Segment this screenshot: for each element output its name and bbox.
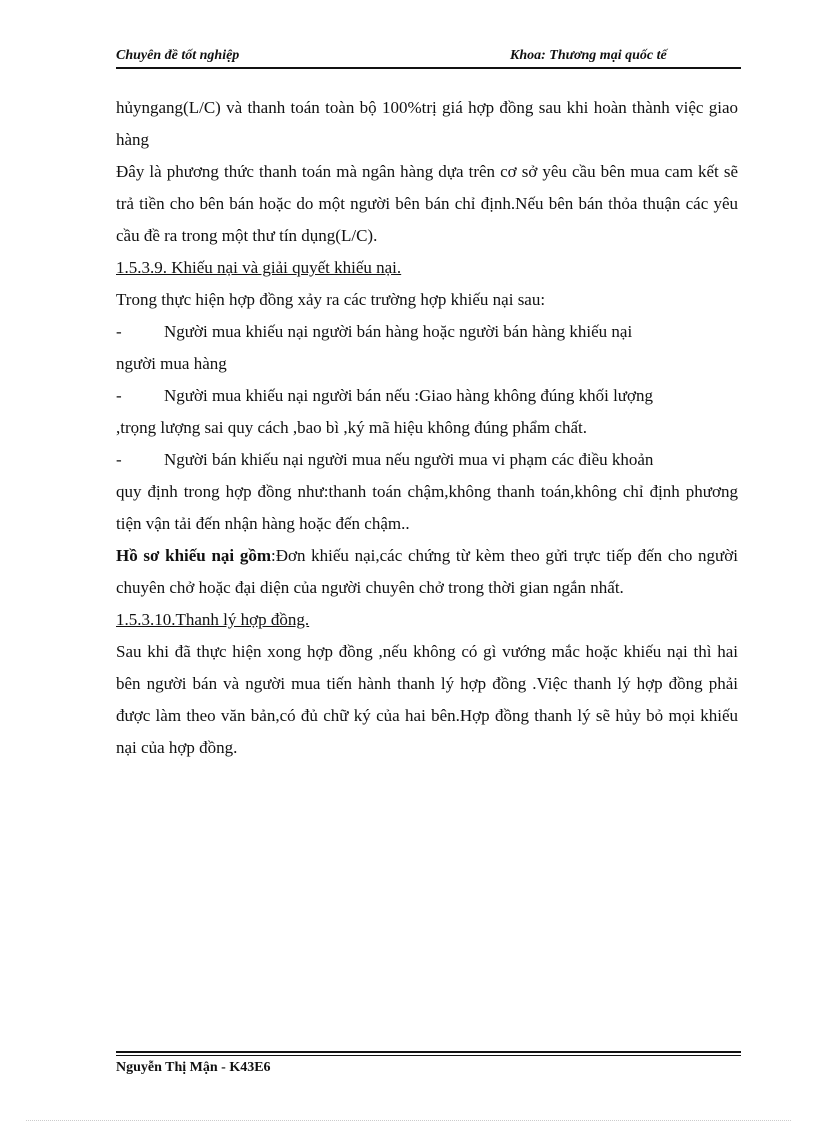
list-item — [116, 316, 738, 348]
section-heading-liquidation: 1.5.3.10.Thanh lý hợp đồng. — [116, 610, 310, 629]
page-edge-dotted — [26, 1120, 791, 1121]
footer-divider-thick — [116, 1051, 741, 1053]
complaint-documents-label: Hồ sơ khiếu nại gồm — [116, 546, 271, 565]
footer-divider-thin — [116, 1055, 741, 1056]
bullet-dash: - — [116, 386, 122, 405]
paragraph-complaint-documents — [116, 540, 738, 604]
paragraph-complaint-intro: Trong thực hiện hợp đồng xảy ra các trường hợp khiếu nại sau: — [116, 290, 546, 309]
page-header — [116, 48, 741, 66]
paragraph-liquidation: Sau khi đã thực hiện xong hợp đồng ,nếu không có gì vướng mắc hoặc khiếu nại thì hai bên người bán và người mua tiến hành thanh lý hợp đồng .Việc thanh lý hợp đồng phải được làm theo văn bản,có đủ chữ ký của hai bên.Hợp đồng thanh lý sẽ hủy bỏ mọi khiếu nại của hợp đồng. — [116, 642, 738, 757]
header-divider — [116, 67, 741, 69]
document-body — [116, 92, 738, 764]
paragraph-payment-tail: hủyngang(L/C) và thanh toán toàn bộ 100%trị giá hợp đồng sau khi hoàn thành việc giao hàng — [116, 98, 738, 149]
list-item — [116, 380, 738, 412]
list-item — [116, 444, 738, 476]
bullet-dash: - — [116, 322, 122, 341]
bullet-dash: - — [116, 450, 122, 469]
complaint-documents-text: :Đơn khiếu nại,các chứng từ kèm theo gửi trực tiếp đến cho người chuyên chở hoặc đại diện của người chuyên chở trong thời gian ngắn nhất. — [116, 546, 738, 597]
list-item-continuation: quy định trong hợp đồng như:thanh toán chậm,không thanh toán,không chỉ định phương tiện vận tải đến nhận hàng hoặc đến chậm.. — [116, 482, 738, 533]
section-heading-complaints: 1.5.3.9. Khiếu nại và giải quyết khiếu nại. — [116, 258, 402, 277]
footer-author: Nguyễn Thị Mận - K43E6 — [116, 1060, 271, 1075]
paragraph-payment-method: Đây là phương thức thanh toán mà ngân hàng dựa trên cơ sở yêu cầu bên mua cam kết sẽ trả tiền cho bên bán hoặc do một người bên bán chỉ định.Nếu bên bán thỏa thuận các yêu cầu đề ra trong một thư tín dụng(L/C). — [116, 162, 738, 245]
header-faculty: Khoa: Thương mại quốc tế — [510, 48, 667, 63]
header-thesis-title: Chuyên đề tốt nghiệp — [116, 48, 240, 63]
list-item-text: Người mua khiếu nại người bán hàng hoặc người bán hàng khiếu nại — [164, 322, 633, 341]
list-item-text: Người bán khiếu nại người mua nếu người mua vi phạm các điều khoản — [164, 450, 654, 469]
list-item-continuation: ,trọng lượng sai quy cách ,bao bì ,ký mã hiệu không đúng phẩm chất. — [116, 418, 587, 437]
list-item-text: Người mua khiếu nại người bán nếu :Giao hàng không đúng khối lượng — [164, 386, 653, 405]
list-item-continuation: người mua hàng — [116, 354, 227, 373]
